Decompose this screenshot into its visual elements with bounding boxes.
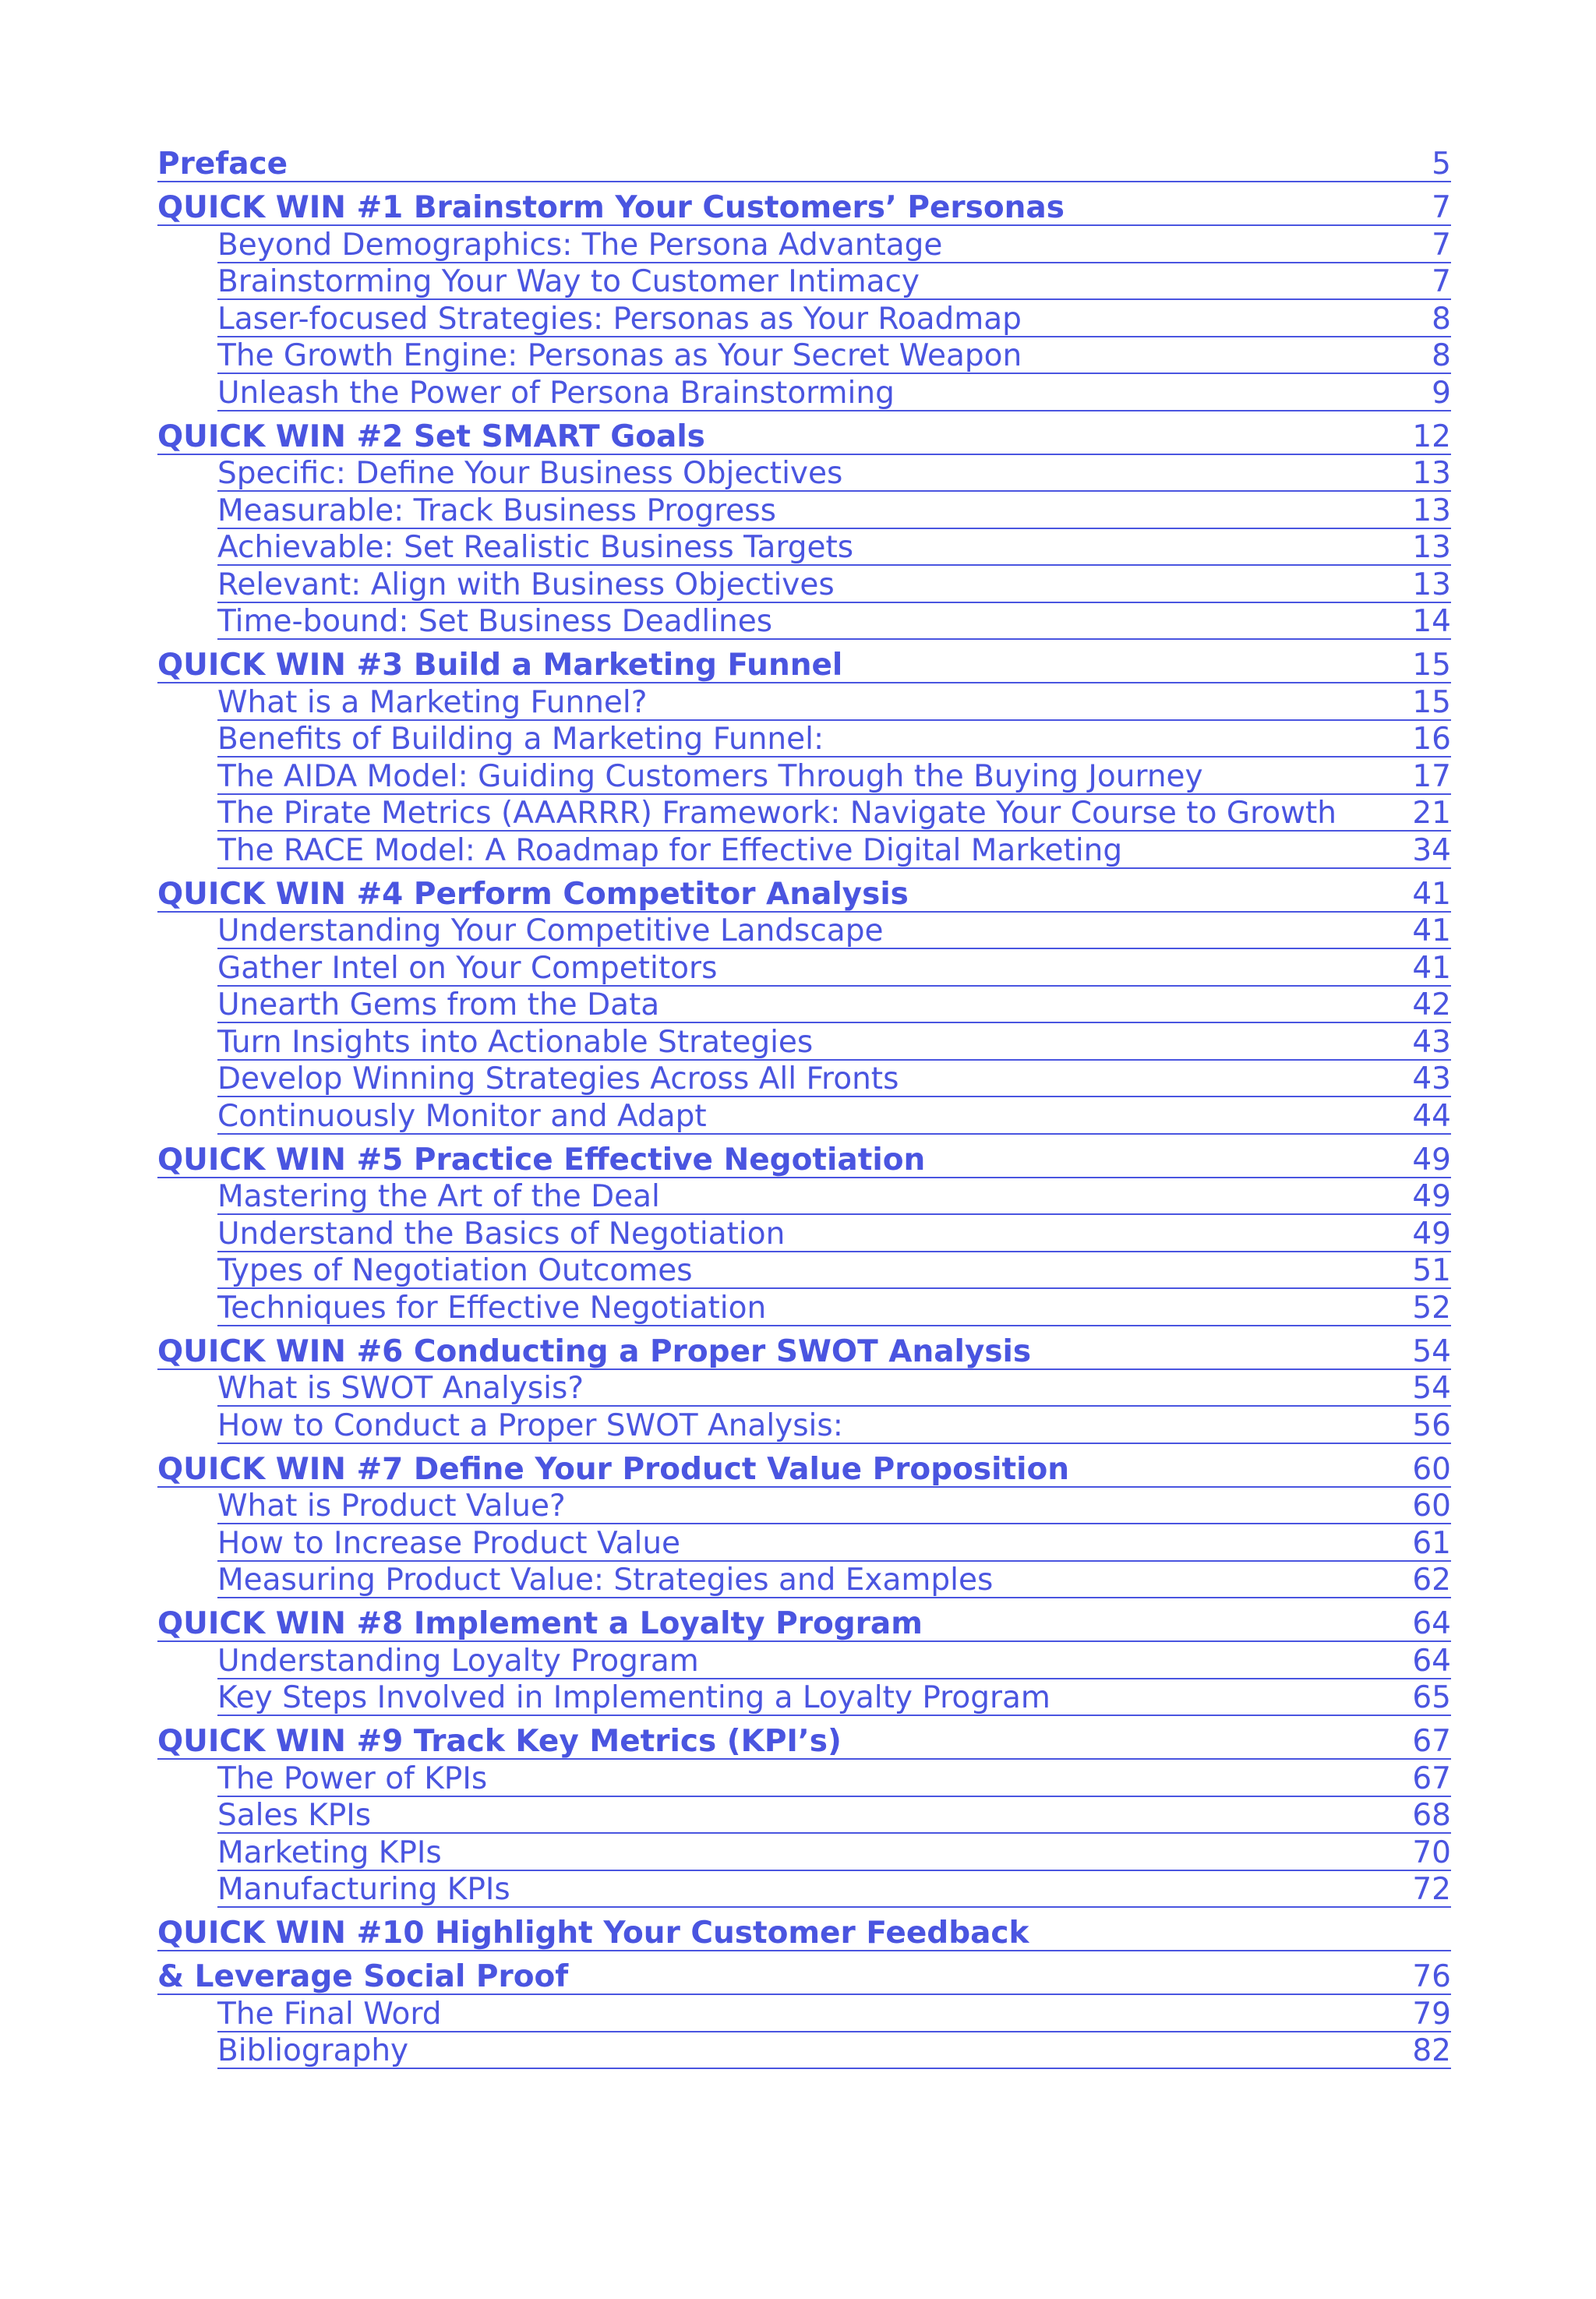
- toc-entry-title: What is SWOT Analysis?: [217, 1371, 584, 1406]
- toc-entry-page-number: 82: [1412, 2033, 1451, 2068]
- toc-entry-title: Bibliography: [217, 2033, 409, 2068]
- toc-section-link[interactable]: [217, 1871, 1451, 1909]
- toc-entry-page-number: 52: [1412, 1290, 1451, 1326]
- toc-entry-title: Understanding Your Competitive Landscape: [217, 913, 884, 948]
- toc-section-link[interactable]: [217, 1178, 1451, 1216]
- toc-entry-title: Unleash the Power of Persona Brainstorming: [217, 375, 895, 411]
- toc-entry-page-number: 9: [1432, 375, 1451, 411]
- toc-entry-page-number: 13: [1412, 456, 1451, 491]
- toc-entry-title: Beyond Demographics: The Persona Advantage: [217, 227, 943, 263]
- toc-section-link[interactable]: [217, 758, 1451, 795]
- table-of-contents: [157, 147, 1451, 2069]
- toc-chapter-link[interactable]: [157, 1334, 1451, 1370]
- toc-section-link[interactable]: [217, 832, 1451, 869]
- toc-entry-title: How to Increase Product Value: [217, 1525, 681, 1561]
- toc-entry-title: How to Conduct a Proper SWOT Analysis:: [217, 1407, 843, 1443]
- toc-entry-title: Develop Winning Strategies Across All Fronts: [217, 1061, 899, 1097]
- toc-section-link[interactable]: [217, 683, 1451, 721]
- toc-section-link[interactable]: [217, 1834, 1451, 1871]
- toc-entry-page-number: 7: [1432, 190, 1451, 225]
- toc-entry-page-number: 21: [1412, 796, 1451, 831]
- toc-entry-title: QUICK WIN #4 Perform Competitor Analysis: [157, 876, 909, 912]
- toc-section-link[interactable]: [217, 1370, 1451, 1407]
- toc-section-link[interactable]: [217, 1679, 1451, 1717]
- toc-entry-page-number: 49: [1412, 1179, 1451, 1214]
- toc-entry-page-number: 17: [1412, 758, 1451, 794]
- toc-entry-title: Preface: [157, 147, 288, 182]
- toc-entry-page-number: 15: [1412, 648, 1451, 683]
- toc-entry-title: Gather Intel on Your Competitors: [217, 950, 718, 986]
- toc-entry-page-number: 41: [1412, 913, 1451, 948]
- toc-entry-title: The AIDA Model: Guiding Customers Through the Buying Journey: [217, 758, 1203, 794]
- toc-section-link[interactable]: [217, 566, 1451, 603]
- toc-section-link[interactable]: [217, 300, 1451, 337]
- toc-entry-title: QUICK WIN #3 Build a Marketing Funnel: [157, 648, 843, 683]
- toc-entry-page-number: 7: [1432, 227, 1451, 263]
- toc-section-link[interactable]: [217, 1797, 1451, 1835]
- toc-entry-title: QUICK WIN #2 Set SMART Goals: [157, 418, 705, 454]
- toc-entry-page-number: 42: [1412, 987, 1451, 1022]
- toc-entry-page-number: 41: [1412, 950, 1451, 986]
- toc-entry-page-number: 14: [1412, 604, 1451, 639]
- toc-entry-page-number: 62: [1412, 1563, 1451, 1598]
- toc-entry-page-number: 64: [1412, 1606, 1451, 1641]
- toc-entry-title: Relevant: Align with Business Objectives: [217, 567, 835, 602]
- toc-entry-title: Mastering the Art of the Deal: [217, 1179, 660, 1214]
- toc-section-link[interactable]: [217, 226, 1451, 263]
- toc-entry-title: The Final Word: [217, 1996, 442, 2032]
- toc-entry-title: Benefits of Building a Marketing Funnel:: [217, 722, 824, 757]
- toc-chapter-link[interactable]: [157, 648, 1451, 683]
- toc-entry-title: QUICK WIN #5 Practice Effective Negotiation: [157, 1142, 926, 1178]
- toc-section-link[interactable]: [217, 1760, 1451, 1797]
- toc-section-link[interactable]: [217, 1289, 1451, 1326]
- toc-chapter-link[interactable]: [157, 1959, 1451, 1995]
- toc-entry-title: Marketing KPIs: [217, 1835, 442, 1870]
- toc-entry-page-number: 72: [1412, 1872, 1451, 1907]
- toc-entry-page-number: 70: [1412, 1835, 1451, 1870]
- toc-section-link[interactable]: [217, 949, 1451, 987]
- toc-section-link[interactable]: [217, 263, 1451, 301]
- toc-chapter-link[interactable]: [157, 1916, 1451, 1951]
- toc-entry-page-number: 5: [1432, 147, 1451, 182]
- toc-entry-page-number: 68: [1412, 1798, 1451, 1833]
- toc-entry-title: QUICK WIN #1 Brainstorm Your Customers’ Personas: [157, 190, 1065, 225]
- toc-entry-page-number: 60: [1412, 1489, 1451, 1524]
- toc-section-link[interactable]: [217, 1023, 1451, 1061]
- toc-section-link[interactable]: [217, 1215, 1451, 1252]
- toc-chapter-link[interactable]: [157, 147, 1451, 182]
- toc-entry-page-number: 12: [1412, 418, 1451, 454]
- toc-entry-page-number: 8: [1432, 301, 1451, 337]
- toc-entry-title: Understanding Loyalty Program: [217, 1643, 699, 1679]
- toc-entry-page-number: 13: [1412, 493, 1451, 528]
- toc-entry-page-number: 67: [1412, 1724, 1451, 1759]
- toc-section-link[interactable]: [217, 1562, 1451, 1599]
- toc-entry-page-number: 13: [1412, 567, 1451, 602]
- toc-chapter-link[interactable]: [157, 1452, 1451, 1488]
- toc-entry-page-number: 60: [1412, 1451, 1451, 1487]
- toc-entry-title: The RACE Model: A Roadmap for Effective Digital Marketing: [217, 832, 1123, 868]
- toc-entry-title: Turn Insights into Actionable Strategies: [217, 1024, 814, 1060]
- toc-entry-page-number: 56: [1412, 1407, 1451, 1443]
- toc-entry-title: The Power of KPIs: [217, 1760, 488, 1796]
- toc-entry-title: & Leverage Social Proof: [157, 1959, 569, 1994]
- toc-entry-title: What is a Marketing Funnel?: [217, 684, 648, 720]
- toc-chapter-link[interactable]: [157, 419, 1451, 455]
- toc-entry-title: Measurable: Track Business Progress: [217, 493, 776, 528]
- toc-entry-title: Achievable: Set Realistic Business Targets: [217, 530, 854, 565]
- toc-entry-title: Brainstorming Your Way to Customer Intimacy: [217, 264, 920, 299]
- toc-entry-title: Measuring Product Value: Strategies and Examples: [217, 1563, 994, 1598]
- toc-entry-title: The Growth Engine: Personas as Your Secret Weapon: [217, 338, 1022, 373]
- toc-entry-page-number: 64: [1412, 1643, 1451, 1679]
- toc-entry-page-number: 54: [1412, 1371, 1451, 1406]
- toc-entry-page-number: 7: [1432, 264, 1451, 299]
- toc-section-link[interactable]: [217, 529, 1451, 567]
- toc-entry-page-number: 13: [1412, 530, 1451, 565]
- toc-entry-title: Understand the Basics of Negotiation: [217, 1216, 786, 1252]
- toc-entry-title: QUICK WIN #6 Conducting a Proper SWOT Analysis: [157, 1333, 1032, 1369]
- toc-entry-page-number: 15: [1412, 684, 1451, 720]
- toc-section-link[interactable]: [217, 1642, 1451, 1679]
- toc-entry-page-number: 43: [1412, 1061, 1451, 1097]
- toc-entry-title: Laser-focused Strategies: Personas as Your Roadmap: [217, 301, 1022, 337]
- toc-chapter-link[interactable]: [157, 1724, 1451, 1760]
- toc-entry-title: Types of Negotiation Outcomes: [217, 1253, 693, 1288]
- toc-entry-page-number: 65: [1412, 1680, 1451, 1715]
- toc-entry-page-number: 49: [1412, 1216, 1451, 1252]
- toc-entry-title: QUICK WIN #10 Highlight Your Customer Feedback: [157, 1916, 1029, 1951]
- toc-entry-title: The Pirate Metrics (AAARRR) Framework: Navigate Your Course to Growth: [217, 796, 1337, 831]
- toc-entry-title: Sales KPIs: [217, 1798, 372, 1833]
- toc-entry-page-number: 61: [1412, 1525, 1451, 1561]
- toc-entry-page-number: 54: [1412, 1333, 1451, 1369]
- toc-entry-title: QUICK WIN #9 Track Key Metrics (KPI’s): [157, 1724, 842, 1759]
- toc-entry-page-number: 49: [1412, 1142, 1451, 1178]
- toc-section-link[interactable]: [217, 987, 1451, 1024]
- toc-entry-page-number: 79: [1412, 1996, 1451, 2032]
- toc-entry-title: QUICK WIN #8 Implement a Loyalty Program: [157, 1606, 923, 1641]
- toc-entry-title: Time-bound: Set Business Deadlines: [217, 604, 773, 639]
- toc-chapter-link[interactable]: [157, 1606, 1451, 1642]
- toc-section-link[interactable]: [217, 374, 1451, 411]
- toc-entry-page-number: 16: [1412, 722, 1451, 757]
- toc-section-link[interactable]: [217, 455, 1451, 493]
- toc-entry-title: Key Steps Involved in Implementing a Loyalty Program: [217, 1680, 1050, 1715]
- toc-entry-page-number: 44: [1412, 1098, 1451, 1134]
- toc-entry-page-number: 67: [1412, 1760, 1451, 1796]
- toc-section-link[interactable]: [217, 1252, 1451, 1290]
- toc-section-link[interactable]: [217, 603, 1451, 641]
- toc-entry-title: Continuously Monitor and Adapt: [217, 1098, 707, 1134]
- toc-entry-page-number: 51: [1412, 1253, 1451, 1288]
- toc-chapter-link[interactable]: [157, 190, 1451, 226]
- toc-section-link[interactable]: [217, 1488, 1451, 1525]
- toc-section-link[interactable]: [217, 1995, 1451, 2032]
- toc-entry-title: Unearth Gems from the Data: [217, 987, 660, 1022]
- toc-section-link[interactable]: [217, 1407, 1451, 1444]
- toc-section-link[interactable]: [217, 2032, 1451, 2070]
- toc-section-link[interactable]: [217, 795, 1451, 832]
- toc-section-link[interactable]: [217, 1097, 1451, 1135]
- toc-entry-title: Manufacturing KPIs: [217, 1872, 510, 1907]
- toc-entry-title: Specific: Define Your Business Objectives: [217, 456, 843, 491]
- toc-entry-page-number: 34: [1412, 832, 1451, 868]
- toc-section-link[interactable]: [217, 1524, 1451, 1562]
- toc-section-link[interactable]: [217, 1061, 1451, 1098]
- toc-entry-title: Techniques for Effective Negotiation: [217, 1290, 767, 1326]
- toc-entry-page-number: 8: [1432, 338, 1451, 373]
- toc-entry-title: QUICK WIN #7 Define Your Product Value Proposition: [157, 1451, 1070, 1487]
- toc-section-link[interactable]: [217, 492, 1451, 529]
- toc-entry-page-number: 43: [1412, 1024, 1451, 1060]
- toc-section-link[interactable]: [217, 337, 1451, 375]
- toc-entry-title: What is Product Value?: [217, 1489, 566, 1524]
- toc-section-link[interactable]: [217, 721, 1451, 758]
- toc-chapter-link[interactable]: [157, 1142, 1451, 1178]
- toc-entry-page-number: 41: [1412, 876, 1451, 912]
- toc-section-link[interactable]: [217, 913, 1451, 950]
- toc-entry-page-number: 76: [1412, 1959, 1451, 1994]
- toc-chapter-link[interactable]: [157, 877, 1451, 913]
